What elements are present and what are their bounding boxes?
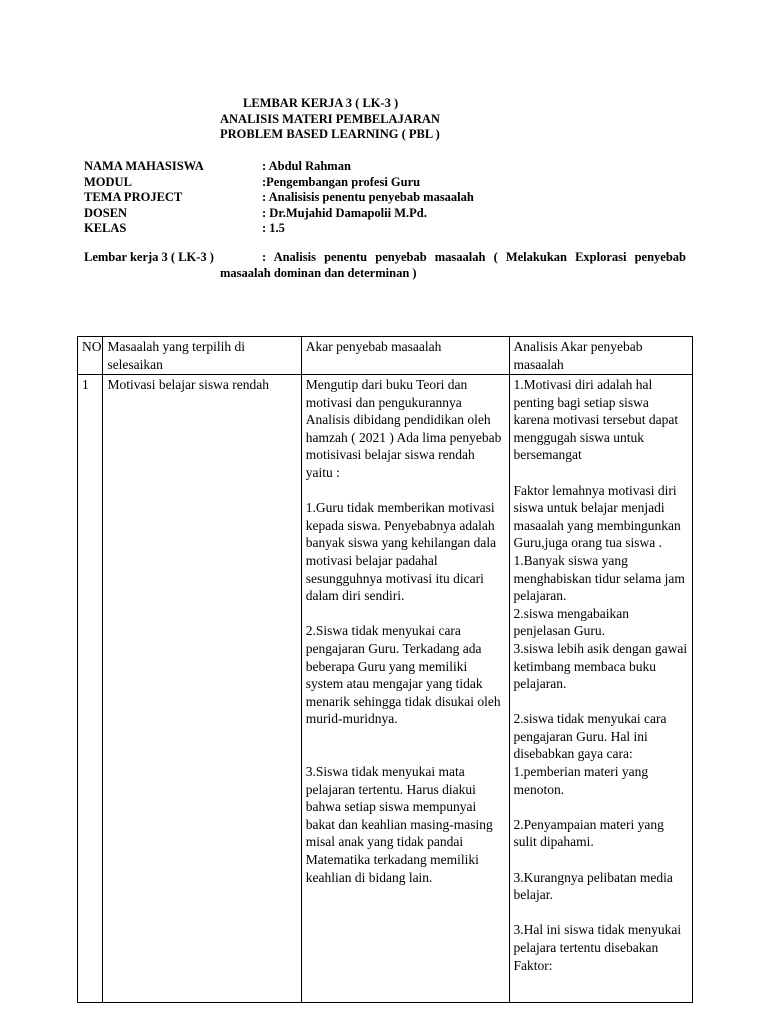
info-row-class [84,221,474,237]
analysis-paragraph: 2.Penyampaian materi yang sulit dipahami. [513,816,664,850]
info-value: : Abdul Rahman [262,159,351,173]
cell-root-causes [301,375,509,1003]
title-line-3: PROBLEM BASED LEARNING ( PBL ) [220,127,440,141]
info-label: MODUL [84,174,132,189]
analysis-paragraph: 2.siswa tidak menyukai cara pengajaran Guru. Hal ini disebabkan gaya cara: [513,711,667,762]
info-row-module [84,175,474,191]
student-info [84,159,474,237]
title-line-2: ANALISIS MATERI PEMBELAJARAN [220,111,440,126]
analysis-paragraph: 3.siswa lebih asik dengan gawai ketimbang membaca buku pelajaran. [513,640,688,692]
analysis-table [77,336,693,1003]
cell-no: 1 [78,375,103,1003]
cell-analysis [509,375,692,1003]
info-value: : Dr.Mujahid Damapolii M.Pd. [262,205,427,220]
cause-paragraph: 3.Siswa tidak menyukai mata pelajaran tertentu. Harus diakui bahwa setiap siswa mempunyai bakat dan keahlian masing-masing misal anak yang tidak pandai Matematika terkadang memiliki keahlian di bidang lain. [305,764,493,885]
cause-paragraph: 1.Guru tidak memberikan motivasi kepada siswa. Penyebabnya adalah banyak siswa yang kehilangan dala motivasi belajar padahal sesungguhnya motivasi itu dicari dalam diri sendiri. [305,500,497,604]
cause-paragraph: 2.Siswa tidak menyukai cara pengajaran Guru. Terkadang ada beberapa Guru yang memiliki system atau mengajar yang tidak menarik sehingga tidak disukai oleh murid-muridnya. [305,623,501,727]
info-value: : 1.5 [262,221,285,235]
info-label: NAMA MAHASISWA [84,159,204,173]
header-problem: Masaalah yang terpilih di selesaikan [103,337,301,375]
document-title [0,96,768,143]
info-value: : Analisisis penentu penyebab masaalah [262,190,474,204]
table-row [78,375,693,1003]
analysis-paragraph: 1.Motivasi diri adalah hal penting bagi setiap siswa karena motivasi tersebut dapat menggugah siswa untuk bersemangat [513,377,679,463]
analysis-paragraph: Faktor lemahnya motivasi diri siswa untuk belajar menjadi masaalah yang membingunkan Guru,juga orang tua siswa . [513,482,681,551]
intro-text-line-2: masaalah dominan dan determinan ) [220,266,417,280]
info-value: :Pengembangan profesi Guru [262,174,421,189]
analysis-paragraph: 3.Hal ini siswa tidak menyukai pelajara tertentu disebakan Faktor: [513,922,682,973]
info-row-theme [84,190,474,206]
title-line-1: LEMBAR KERJA 3 ( LK-3 ) [243,96,399,110]
worksheet-intro [84,249,686,281]
intro-label: Lembar kerja 3 ( LK-3 ) [84,250,214,264]
analysis-paragraph: 3.Kurangnya pelibatan media belajar. [513,869,673,903]
cell-problem: Motivasi belajar siswa rendah [103,375,301,1003]
info-row-lecturer [84,206,474,222]
info-label: KELAS [84,221,127,235]
header-root-cause: Akar penyebab masaalah [301,337,509,375]
header-analysis: Analisis Akar penyebab masaalah [509,337,692,375]
info-label: DOSEN [84,205,128,220]
cause-paragraph: Mengutip dari buku Teori dan motivasi dan pengukurannya Analisis dibidang pendidikan oleh hamzah ( 2021 ) Ada lima penyebab motisivasi belajar siswa rendah yaitu : [305,377,502,480]
analysis-paragraph: 1.pemberian materi yang menoton. [513,764,649,797]
table-header-row [78,337,693,375]
analysis-paragraph: 1.Banyak siswa yang menghabiskan tidur selama jam pelajaran. [513,552,685,604]
info-row-name [84,159,474,175]
analysis-paragraph: 2.siswa mengabaikan penjelasan Guru. [513,605,629,639]
header-no: NO [78,337,103,375]
intro-text-line-1: : Analisis penentu penyebab masaalah ( Melakukan Explorasi penyebab [262,250,686,264]
info-label: TEMA PROJECT [84,190,183,204]
